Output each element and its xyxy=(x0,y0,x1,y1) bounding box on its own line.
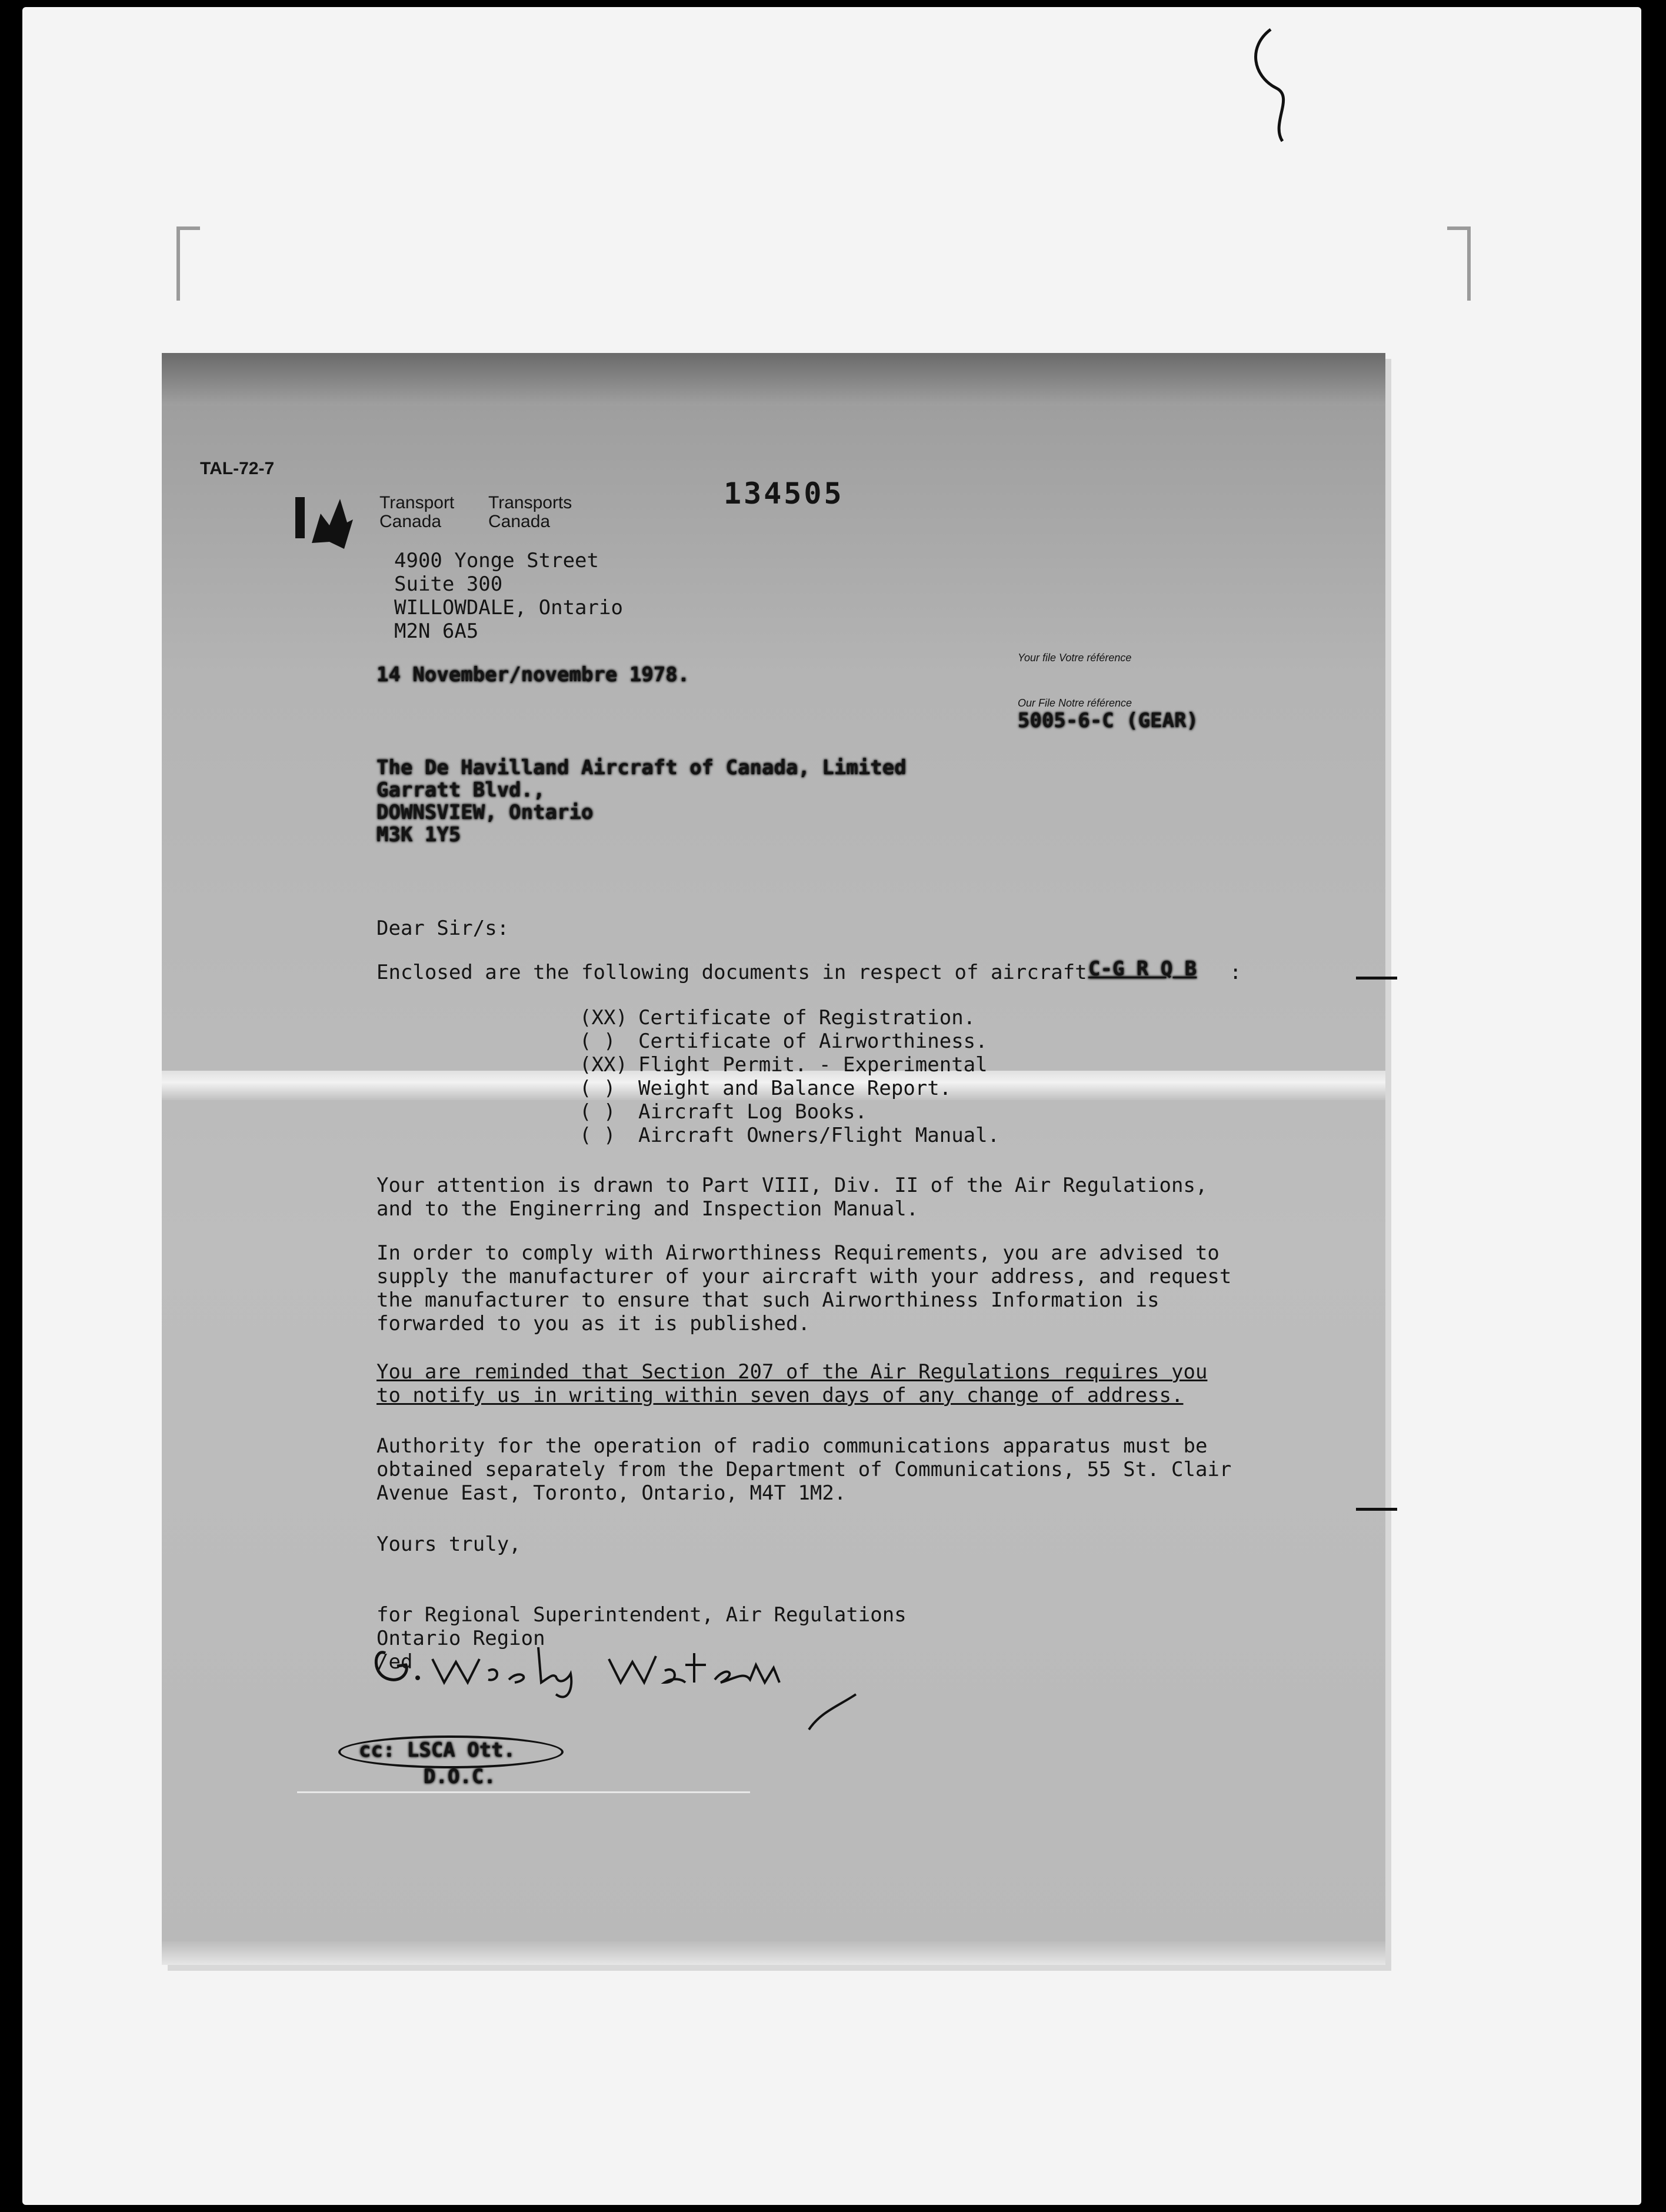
cc-line-1: cc: LSCA Ott. xyxy=(359,1738,516,1762)
page-shadow-top xyxy=(162,353,1385,406)
sender-address-line: 4900 Yonge Street xyxy=(394,549,599,572)
checklist-label: Flight Permit. - Experimental xyxy=(638,1053,988,1077)
checkbox-mark: ( ) xyxy=(579,1124,616,1147)
checkbox-mark: ( ) xyxy=(579,1077,616,1100)
paragraph-line: Your attention is drawn to Part VIII, Div. II of the Air Regulations, xyxy=(376,1174,1208,1197)
sender-address-line: M2N 6A5 xyxy=(394,619,479,643)
checklist-label: Weight and Balance Report. xyxy=(638,1077,952,1100)
checkbox-mark: (XX) xyxy=(579,1053,628,1077)
checkbox-mark: (XX) xyxy=(579,1006,628,1030)
cc-line-2: D.O.C. xyxy=(424,1765,496,1788)
checklist-label: Aircraft Log Books. xyxy=(638,1100,867,1124)
paragraph-line: Avenue East, Toronto, Ontario, M4T 1M2. xyxy=(376,1481,847,1505)
paragraph-line: You are reminded that Section 207 of the Air Regulations requires you xyxy=(376,1360,1208,1384)
letter-date: 14 November/novembre 1978. xyxy=(376,663,690,687)
checklist-label: Certificate of Airworthiness. xyxy=(638,1030,988,1053)
paragraph-line: In order to comply with Airworthiness Requirements, you are advised to xyxy=(376,1241,1219,1265)
enclosed-intro: Enclosed are the following documents in respect of aircraft xyxy=(376,961,1087,984)
letterhead-en-1: Transport xyxy=(379,493,455,512)
crop-mark-right xyxy=(1447,226,1471,301)
margin-tick xyxy=(1356,1508,1397,1511)
file-reference: TAL-72-7 xyxy=(200,459,275,478)
closing: Yours truly, xyxy=(376,1533,521,1556)
typist-initials: /ed xyxy=(376,1650,413,1674)
salutation: Dear Sir/s: xyxy=(376,917,509,940)
canada-flag-logo-icon xyxy=(294,490,359,555)
paragraph-line: Authority for the operation of radio communications apparatus must be xyxy=(376,1434,1208,1458)
paragraph-line: to notify us in writing within seven days of any change of address. xyxy=(376,1384,1184,1407)
intro-colon: : xyxy=(1229,961,1242,984)
paragraph-line: and to the Enginerring and Inspection Manual. xyxy=(376,1197,919,1221)
our-file-label: Our File Notre référence xyxy=(1018,697,1132,709)
checklist-label: Aircraft Owners/Flight Manual. xyxy=(638,1124,1000,1147)
signer-title: for Regional Superintendent, Air Regulations xyxy=(376,1603,907,1627)
crop-mark-left xyxy=(176,226,200,301)
letterhead-en-2: Canada xyxy=(379,512,442,531)
sender-address-line: WILLOWDALE, Ontario xyxy=(394,596,623,619)
pen-mark xyxy=(1235,24,1306,153)
letter-page xyxy=(162,353,1385,1965)
paragraph-line: forwarded to you as it is published. xyxy=(376,1312,810,1335)
serial-number: 134505 xyxy=(724,477,844,511)
your-file-label: Your file Votre référence xyxy=(1018,652,1132,664)
signer-region: Ontario Region xyxy=(376,1627,545,1650)
paragraph-line: the manufacturer to ensure that such Airworthiness Information is xyxy=(376,1288,1159,1312)
margin-tick xyxy=(1356,977,1397,980)
checkbox-mark: ( ) xyxy=(579,1030,616,1053)
recipient-line: DOWNSVIEW, Ontario xyxy=(376,801,594,824)
letterhead-fr-1: Transports xyxy=(488,493,572,512)
sender-address-line: Suite 300 xyxy=(394,572,503,596)
our-file-value: 5005-6-C (GEAR) xyxy=(1018,709,1199,732)
paragraph-line: obtained separately from the Department of Communications, 55 St. Clair xyxy=(376,1458,1232,1481)
recipient-line: M3K 1Y5 xyxy=(376,823,461,847)
recipient-line: Garratt Blvd., xyxy=(376,778,545,802)
aircraft-registration: C-G R Q B xyxy=(1088,957,1197,981)
recipient-line: The De Havilland Aircraft of Canada, Limited xyxy=(376,756,907,779)
scan-scratch xyxy=(297,1791,750,1793)
checklist-label: Certificate of Registration. xyxy=(638,1006,976,1030)
checkbox-mark: ( ) xyxy=(579,1100,616,1124)
letterhead-fr-2: Canada xyxy=(488,512,551,531)
paragraph-line: supply the manufacturer of your aircraft with your address, and request xyxy=(376,1265,1232,1288)
page-edge xyxy=(162,1941,1385,1965)
